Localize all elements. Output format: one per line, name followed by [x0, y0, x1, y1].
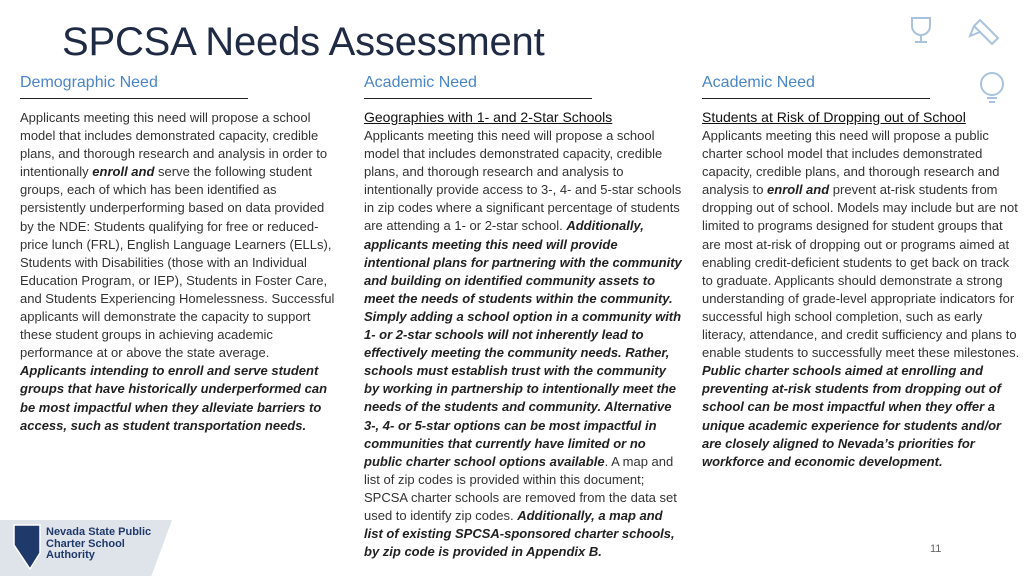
emphasis-text: Applicants intending to enroll and serve student groups that have historically underperformed can be most impactful when they alleviate barriers to access, such as student transportation needs.: [20, 363, 328, 433]
body-text-run: . A map and list of zip codes is provided within this document; SPCSA charter schools are removed from the data set used to identify zip codes.: [364, 453, 677, 523]
column-heading: Demographic Need: [20, 74, 248, 99]
column-heading: Academic Need: [364, 74, 592, 99]
nevada-map-icon: [12, 523, 42, 571]
emphasis-text: enroll and: [767, 182, 830, 198]
column-heading: Academic Need: [702, 74, 930, 99]
trophy-icon: [912, 18, 930, 42]
logo-line: Nevada State Public: [46, 526, 152, 538]
emphasis-text: Public charter schools aimed at enrolling and preventing at-risk students from dropping out of school can be most impactful when they offer a unique academic experience for students and/or are closely aligned to Nevada’s priorities for workforce and economic development.: [702, 363, 1002, 469]
emphasis-text: Additionally, applicants meeting this need will provide intentional plans for partnering with the community and building on identified community assets to meet the needs of students within the community. Simply adding a school option in a community with 1- or 2-star schools will not inherently lead to effectively meeting the community needs. Rather, schools must establish trust with the community by working in partnership to intentionally meet the needs of the students and community. Alternative 3-, 4- or 5-star options can be most impactful in communities that currently have limited or no public charter school options available: [364, 218, 682, 469]
column-body: [702, 127, 1020, 471]
column-academic-need-geographies: [364, 74, 684, 561]
column-body: [20, 109, 338, 435]
body-text-run: Applicants meeting this need will propose a school model that includes demonstrated capacity, credible plans, and thorough research and analysis in order to intentionally: [20, 110, 328, 180]
logo-line: Authority: [46, 549, 95, 561]
emphasis-text: enroll and: [92, 164, 155, 180]
body-text-run: serve the following student groups, each of which has been identified as persistently underperforming based on data provided by the NDE: Students qualifying for free or reduced-price lunch (FRL), English Language Learners (ELLs), Students with Disabilities (those with an Individual Education Program, or IEP), Students in Foster Care, and Students Experiencing Homelessness. Successful applicants will demonstrate the capacity to support these student groups in achieving academic performance at or above the state average.: [20, 164, 335, 361]
body-text-run: Applicants meeting this need will propose a public charter school model that includes demonstrated capacity, credible plans, and thorough research and analysis to: [702, 128, 1000, 198]
column-academic-need-dropout: [702, 74, 1020, 471]
pencil-icon: [970, 20, 998, 44]
body-text-run: Applicants meeting this need will propose a school model that includes demonstrated capacity, credible plans, and thorough research and analysis to intentionally provide access to 3-, 4- and 5-star schools in zip codes where a significant percentage of students are attending a 1- or 2-star school.: [364, 128, 682, 234]
logo-line: Charter School: [46, 537, 125, 550]
page-title: SPCSA Needs Assessment: [62, 20, 545, 64]
logo-text: [46, 527, 151, 562]
column-subheading: Students at Risk of Dropping out of School: [702, 109, 966, 125]
body-text-run: prevent at-risk students from dropping out of school. Models may include but are not limited to programs designed for student groups that are most at-risk of dropping out or programs aimed at enabling credit-deficient students to get back on track to graduate. Applicants should demonstrate a strong understanding of grade-level appropriate indicators for successful high school completion, such as early literacy, attendance, and credit sufficiency and plans to enable students to successfully meet these milestones.: [702, 182, 1020, 361]
emphasis-text: Additionally, a map and list of existing SPCSA-sponsored charter schools, by zip code is provided in Appendix B.: [364, 507, 675, 560]
column-demographic-need: [20, 74, 338, 435]
page-number: 11: [930, 543, 942, 555]
column-body: [364, 127, 684, 561]
column-subheading: Geographies with 1- and 2-Star Schools: [364, 109, 613, 125]
